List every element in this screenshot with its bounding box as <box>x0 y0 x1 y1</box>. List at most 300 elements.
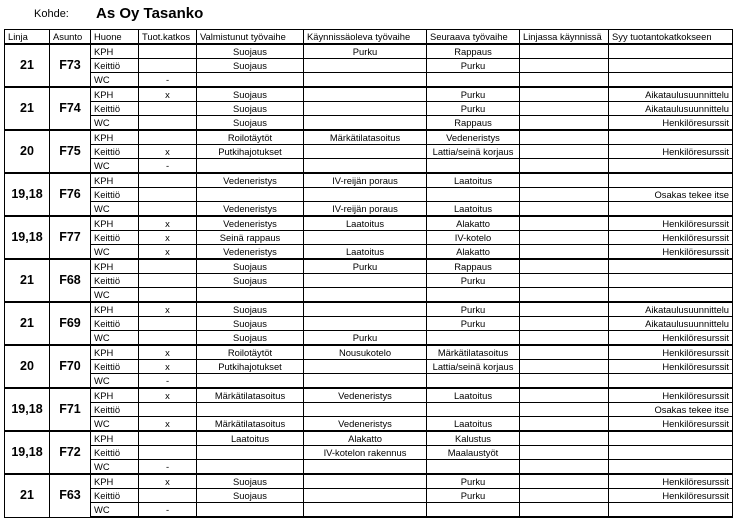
table-row <box>5 130 733 145</box>
kaynnissa-cell: Vedeneristys <box>304 417 427 432</box>
kaynnissa-cell <box>304 403 427 417</box>
asunto-cell: F76 <box>50 173 91 216</box>
kaynnissa-cell <box>304 503 427 518</box>
katkos-cell <box>139 317 197 331</box>
katkos-cell: - <box>139 73 197 88</box>
seuraava-cell: Laatoitus <box>427 173 520 188</box>
katkos-cell <box>139 188 197 202</box>
linjassa-cell <box>520 188 609 202</box>
seuraava-cell: Alakatto <box>427 216 520 231</box>
seuraava-cell: IV-kotelo <box>427 231 520 245</box>
valmis-cell: Suojaus <box>197 331 304 346</box>
room-cell: Keittiö <box>91 145 139 159</box>
seuraava-cell: Purku <box>427 87 520 102</box>
linjassa-cell <box>520 460 609 475</box>
table-row <box>5 231 733 245</box>
room-cell: KPH <box>91 388 139 403</box>
kaynnissa-cell <box>304 360 427 374</box>
linjassa-cell <box>520 173 609 188</box>
syy-cell <box>609 130 733 145</box>
seuraava-cell: Laatoitus <box>427 417 520 432</box>
room-cell: Keittiö <box>91 360 139 374</box>
kaynnissa-cell: IV-reijän poraus <box>304 173 427 188</box>
linja-cell: 21 <box>5 44 50 87</box>
valmis-cell <box>197 374 304 389</box>
header-seuraava: Seuraava työvaihe <box>427 30 520 45</box>
table-row <box>5 145 733 159</box>
valmis-cell: Suojaus <box>197 489 304 503</box>
kaynnissa-cell: Märkätilatasoitus <box>304 130 427 145</box>
table-row <box>5 503 733 518</box>
syy-cell <box>609 274 733 288</box>
valmis-cell: Märkätilatasoitus <box>197 388 304 403</box>
schedule-table <box>4 29 733 518</box>
valmis-cell: Roilotäytöt <box>197 130 304 145</box>
room-cell: WC <box>91 116 139 131</box>
seuraava-cell: Purku <box>427 317 520 331</box>
katkos-cell <box>139 102 197 116</box>
header-syy: Syy tuotantokatkokseen <box>609 30 733 45</box>
syy-cell <box>609 59 733 73</box>
table-row <box>5 259 733 274</box>
kaynnissa-cell <box>304 474 427 489</box>
table-row <box>5 331 733 346</box>
table-row <box>5 59 733 73</box>
table-row <box>5 460 733 475</box>
linja-cell: 19,18 <box>5 216 50 259</box>
room-cell: KPH <box>91 216 139 231</box>
table-body <box>5 44 733 517</box>
katkos-cell: - <box>139 374 197 389</box>
document-header <box>0 0 737 30</box>
room-cell: WC <box>91 374 139 389</box>
valmis-cell: Vedeneristys <box>197 202 304 217</box>
linjassa-cell <box>520 403 609 417</box>
kaynnissa-cell <box>304 87 427 102</box>
katkos-cell: - <box>139 159 197 174</box>
kaynnissa-cell <box>304 302 427 317</box>
header-linjassa: Linjassa käynnissä <box>520 30 609 45</box>
seuraava-cell: Purku <box>427 274 520 288</box>
syy-cell <box>609 202 733 217</box>
asunto-cell: F69 <box>50 302 91 345</box>
kaynnissa-cell: Laatoitus <box>304 216 427 231</box>
asunto-cell: F73 <box>50 44 91 87</box>
katkos-cell <box>139 431 197 446</box>
valmis-cell: Suojaus <box>197 274 304 288</box>
room-cell: KPH <box>91 173 139 188</box>
table-row <box>5 274 733 288</box>
syy-cell: Henkilöresurssit <box>609 417 733 432</box>
valmis-cell: Roilotäytöt <box>197 345 304 360</box>
syy-cell <box>609 159 733 174</box>
syy-cell: Aikataulusuunnittelu <box>609 302 733 317</box>
room-cell: KPH <box>91 130 139 145</box>
table-row <box>5 489 733 503</box>
asunto-cell: F63 <box>50 474 91 517</box>
linjassa-cell <box>520 245 609 260</box>
valmis-cell <box>197 503 304 518</box>
katkos-cell <box>139 403 197 417</box>
kaynnissa-cell: Alakatto <box>304 431 427 446</box>
kaynnissa-cell <box>304 159 427 174</box>
syy-cell: Henkilöresurssit <box>609 216 733 231</box>
room-cell: WC <box>91 503 139 518</box>
kaynnissa-cell <box>304 116 427 131</box>
kaynnissa-cell <box>304 188 427 202</box>
asunto-cell: F68 <box>50 259 91 302</box>
linjassa-cell <box>520 44 609 59</box>
room-cell: Keittiö <box>91 231 139 245</box>
katkos-cell <box>139 259 197 274</box>
linja-cell: 19,18 <box>5 173 50 216</box>
linjassa-cell <box>520 345 609 360</box>
valmis-cell: Suojaus <box>197 102 304 116</box>
seuraava-cell <box>427 73 520 88</box>
header-tuot-katkos: Tuot.katkos <box>139 30 197 45</box>
syy-cell: Henkilöresurssit <box>609 116 733 131</box>
valmis-cell: Vedeneristys <box>197 173 304 188</box>
room-cell: WC <box>91 202 139 217</box>
katkos-cell <box>139 44 197 59</box>
syy-cell: Aikataulusuunnittelu <box>609 87 733 102</box>
asunto-cell: F71 <box>50 388 91 431</box>
room-cell: Keittiö <box>91 317 139 331</box>
seuraava-cell: Lattia/seinä korjaus <box>427 360 520 374</box>
valmis-cell <box>197 73 304 88</box>
seuraava-cell: Vedeneristys <box>427 130 520 145</box>
syy-cell: Henkilöresurssit <box>609 331 733 346</box>
valmis-cell <box>197 288 304 303</box>
kaynnissa-cell <box>304 374 427 389</box>
table-row <box>5 216 733 231</box>
kohde-label: Kohde: <box>34 8 69 20</box>
linjassa-cell <box>520 216 609 231</box>
syy-cell <box>609 173 733 188</box>
asunto-cell: F70 <box>50 345 91 388</box>
header-valmistunut: Valmistunut työvaihe <box>197 30 304 45</box>
room-cell: Keittiö <box>91 489 139 503</box>
linjassa-cell <box>520 489 609 503</box>
syy-cell <box>609 460 733 475</box>
kohde-value: As Oy Tasanko <box>96 5 204 22</box>
seuraava-cell: Purku <box>427 474 520 489</box>
room-cell: WC <box>91 73 139 88</box>
syy-cell: Aikataulusuunnittelu <box>609 317 733 331</box>
table-row <box>5 188 733 202</box>
seuraava-cell <box>427 503 520 518</box>
syy-cell <box>609 259 733 274</box>
table-row <box>5 403 733 417</box>
valmis-cell: Suojaus <box>197 87 304 102</box>
katkos-cell: x <box>139 231 197 245</box>
syy-cell: Henkilöresurssit <box>609 474 733 489</box>
table-row <box>5 116 733 131</box>
valmis-cell: Suojaus <box>197 44 304 59</box>
katkos-cell: x <box>139 245 197 260</box>
room-cell: KPH <box>91 87 139 102</box>
header-kaynnissaoleva: Käynnissäoleva työvaihe <box>304 30 427 45</box>
seuraava-cell <box>427 374 520 389</box>
kaynnissa-cell: Purku <box>304 331 427 346</box>
linjassa-cell <box>520 431 609 446</box>
table-row <box>5 388 733 403</box>
seuraava-cell: Purku <box>427 302 520 317</box>
linjassa-cell <box>520 59 609 73</box>
table-row <box>5 159 733 174</box>
linjassa-cell <box>520 274 609 288</box>
valmis-cell: Suojaus <box>197 59 304 73</box>
valmis-cell: Suojaus <box>197 116 304 131</box>
room-cell: KPH <box>91 44 139 59</box>
katkos-cell <box>139 173 197 188</box>
table-row <box>5 431 733 446</box>
katkos-cell <box>139 130 197 145</box>
seuraava-cell <box>427 331 520 346</box>
linjassa-cell <box>520 374 609 389</box>
katkos-cell: x <box>139 302 197 317</box>
room-cell: Keittiö <box>91 403 139 417</box>
table-row <box>5 73 733 88</box>
kaynnissa-cell <box>304 489 427 503</box>
kaynnissa-cell: IV-kotelon rakennus <box>304 446 427 460</box>
room-cell: KPH <box>91 259 139 274</box>
linjassa-cell <box>520 116 609 131</box>
table-row <box>5 360 733 374</box>
linjassa-cell <box>520 102 609 116</box>
valmis-cell: Laatoitus <box>197 431 304 446</box>
valmis-cell: Suojaus <box>197 259 304 274</box>
katkos-cell: x <box>139 145 197 159</box>
room-cell: Keittiö <box>91 102 139 116</box>
syy-cell <box>609 44 733 59</box>
linja-cell: 19,18 <box>5 388 50 431</box>
table-row <box>5 288 733 303</box>
asunto-cell: F72 <box>50 431 91 474</box>
valmis-cell: Märkätilatasoitus <box>197 417 304 432</box>
table-row <box>5 44 733 59</box>
room-cell: Keittiö <box>91 274 139 288</box>
linja-cell: 20 <box>5 345 50 388</box>
valmis-cell <box>197 460 304 475</box>
katkos-cell: - <box>139 460 197 475</box>
syy-cell <box>609 446 733 460</box>
linja-cell: 21 <box>5 259 50 302</box>
syy-cell: Osakas tekee itse <box>609 188 733 202</box>
syy-cell: Henkilöresurssit <box>609 345 733 360</box>
seuraava-cell: Rappaus <box>427 116 520 131</box>
linjassa-cell <box>520 159 609 174</box>
table-row <box>5 202 733 217</box>
seuraava-cell: Kalustus <box>427 431 520 446</box>
seuraava-cell: Purku <box>427 59 520 73</box>
syy-cell <box>609 374 733 389</box>
katkos-cell <box>139 331 197 346</box>
valmis-cell: Suojaus <box>197 302 304 317</box>
syy-cell: Henkilöresurssit <box>609 231 733 245</box>
room-cell: KPH <box>91 302 139 317</box>
syy-cell: Henkilöresurssit <box>609 360 733 374</box>
table-row <box>5 374 733 389</box>
syy-cell: Henkilöresurssit <box>609 388 733 403</box>
header-huone: Huone <box>91 30 139 45</box>
valmis-cell <box>197 159 304 174</box>
kaynnissa-cell <box>304 231 427 245</box>
table-row <box>5 245 733 260</box>
katkos-cell <box>139 489 197 503</box>
katkos-cell <box>139 446 197 460</box>
kaynnissa-cell <box>304 274 427 288</box>
kaynnissa-cell <box>304 59 427 73</box>
linjassa-cell <box>520 145 609 159</box>
linja-cell: 21 <box>5 474 50 517</box>
table-row <box>5 317 733 331</box>
kaynnissa-cell <box>304 460 427 475</box>
table-row <box>5 417 733 432</box>
room-cell: WC <box>91 159 139 174</box>
linjassa-cell <box>520 130 609 145</box>
table-row <box>5 87 733 102</box>
kaynnissa-cell <box>304 145 427 159</box>
room-cell: WC <box>91 288 139 303</box>
table-row <box>5 345 733 360</box>
valmis-cell <box>197 403 304 417</box>
linjassa-cell <box>520 302 609 317</box>
katkos-cell: x <box>139 417 197 432</box>
syy-cell <box>609 503 733 518</box>
katkos-cell: x <box>139 87 197 102</box>
seuraava-cell: Alakatto <box>427 245 520 260</box>
syy-cell: Henkilöresurssit <box>609 245 733 260</box>
katkos-cell <box>139 202 197 217</box>
valmis-cell <box>197 188 304 202</box>
syy-cell: Henkilöresurssit <box>609 145 733 159</box>
seuraava-cell: Purku <box>427 102 520 116</box>
seuraava-cell <box>427 403 520 417</box>
kaynnissa-cell: Nousukotelo <box>304 345 427 360</box>
kaynnissa-cell: Vedeneristys <box>304 388 427 403</box>
syy-cell: Osakas tekee itse <box>609 403 733 417</box>
valmis-cell: Seinä rappaus <box>197 231 304 245</box>
room-cell: WC <box>91 417 139 432</box>
seuraava-cell: Lattia/seinä korjaus <box>427 145 520 159</box>
linjassa-cell <box>520 417 609 432</box>
katkos-cell: x <box>139 474 197 489</box>
asunto-cell: F75 <box>50 130 91 173</box>
linjassa-cell <box>520 360 609 374</box>
table-row <box>5 474 733 489</box>
room-cell: KPH <box>91 474 139 489</box>
kaynnissa-cell <box>304 317 427 331</box>
room-cell: WC <box>91 245 139 260</box>
table-row <box>5 446 733 460</box>
seuraava-cell: Purku <box>427 489 520 503</box>
kaynnissa-cell <box>304 73 427 88</box>
linja-cell: 20 <box>5 130 50 173</box>
linja-cell: 21 <box>5 302 50 345</box>
linjassa-cell <box>520 388 609 403</box>
header-linja: Linja <box>5 30 50 45</box>
valmis-cell: Vedeneristys <box>197 216 304 231</box>
valmis-cell: Putkihajotukset <box>197 360 304 374</box>
room-cell: KPH <box>91 345 139 360</box>
seuraava-cell <box>427 460 520 475</box>
valmis-cell: Suojaus <box>197 474 304 489</box>
linjassa-cell <box>520 202 609 217</box>
linjassa-cell <box>520 446 609 460</box>
asunto-cell: F74 <box>50 87 91 130</box>
katkos-cell: x <box>139 388 197 403</box>
valmis-cell: Putkihajotukset <box>197 145 304 159</box>
seuraava-cell: Rappaus <box>427 44 520 59</box>
room-cell: KPH <box>91 431 139 446</box>
linjassa-cell <box>520 503 609 518</box>
seuraava-cell <box>427 188 520 202</box>
katkos-cell: x <box>139 345 197 360</box>
kaynnissa-cell: Purku <box>304 259 427 274</box>
room-cell: Keittiö <box>91 446 139 460</box>
syy-cell <box>609 431 733 446</box>
linjassa-cell <box>520 474 609 489</box>
katkos-cell: x <box>139 360 197 374</box>
table-row <box>5 302 733 317</box>
valmis-cell <box>197 446 304 460</box>
room-cell: WC <box>91 331 139 346</box>
seuraava-cell <box>427 288 520 303</box>
syy-cell <box>609 73 733 88</box>
header-row <box>5 30 733 45</box>
linjassa-cell <box>520 73 609 88</box>
katkos-cell <box>139 116 197 131</box>
kaynnissa-cell <box>304 288 427 303</box>
katkos-cell <box>139 59 197 73</box>
linja-cell: 21 <box>5 87 50 130</box>
kaynnissa-cell <box>304 102 427 116</box>
syy-cell <box>609 288 733 303</box>
seuraava-cell: Maalaustyöt <box>427 446 520 460</box>
syy-cell: Aikataulusuunnittelu <box>609 102 733 116</box>
kaynnissa-cell: Purku <box>304 44 427 59</box>
kaynnissa-cell: IV-reijän poraus <box>304 202 427 217</box>
asunto-cell: F77 <box>50 216 91 259</box>
katkos-cell: x <box>139 216 197 231</box>
linjassa-cell <box>520 331 609 346</box>
seuraava-cell: Laatoitus <box>427 388 520 403</box>
linjassa-cell <box>520 317 609 331</box>
linja-cell: 19,18 <box>5 431 50 474</box>
seuraava-cell: Laatoitus <box>427 202 520 217</box>
room-cell: Keittiö <box>91 59 139 73</box>
linjassa-cell <box>520 259 609 274</box>
katkos-cell <box>139 274 197 288</box>
seuraava-cell: Märkätilatasoitus <box>427 345 520 360</box>
kaynnissa-cell: Laatoitus <box>304 245 427 260</box>
room-cell: WC <box>91 460 139 475</box>
table-row <box>5 173 733 188</box>
valmis-cell: Suojaus <box>197 317 304 331</box>
header-asunto: Asunto <box>50 30 91 45</box>
linjassa-cell <box>520 87 609 102</box>
valmis-cell: Vedeneristys <box>197 245 304 260</box>
room-cell: Keittiö <box>91 188 139 202</box>
linjassa-cell <box>520 288 609 303</box>
katkos-cell: - <box>139 503 197 518</box>
katkos-cell <box>139 288 197 303</box>
table-row <box>5 102 733 116</box>
seuraava-cell <box>427 159 520 174</box>
seuraava-cell: Rappaus <box>427 259 520 274</box>
linjassa-cell <box>520 231 609 245</box>
